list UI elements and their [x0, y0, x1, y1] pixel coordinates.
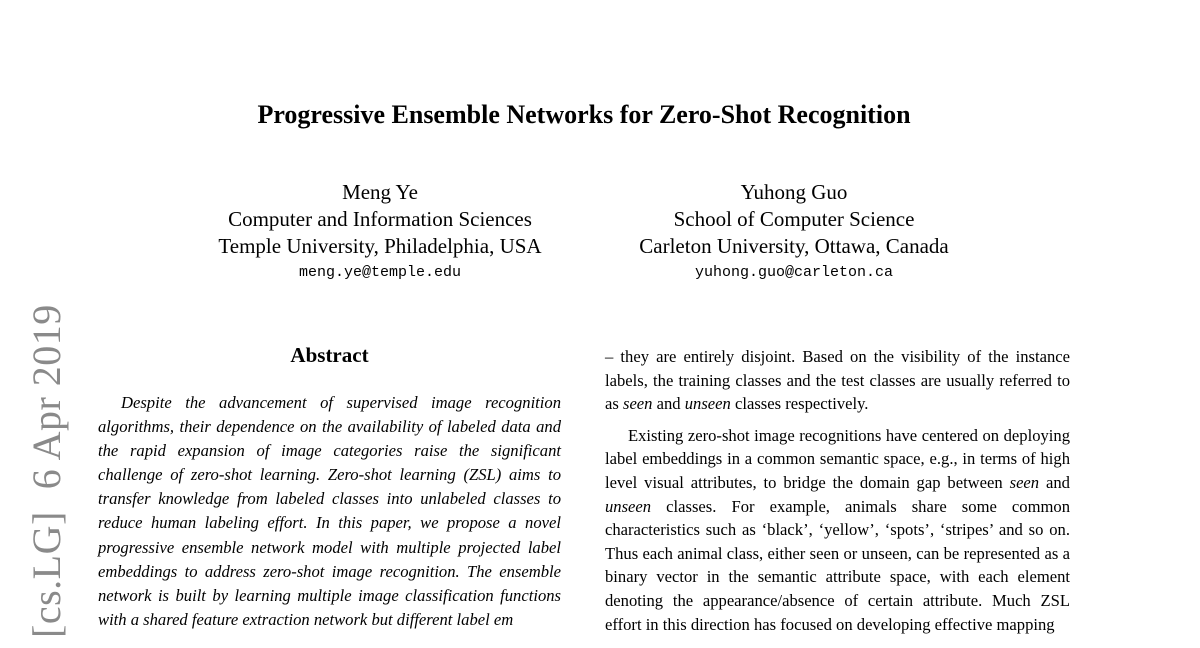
- intro-column: [605, 345, 1070, 636]
- intro-paragraph-2: [605, 424, 1070, 636]
- author-email: yuhong.guo@carleton.ca: [694, 264, 894, 281]
- abstract-text: Despite the advancement of supervised image recognition algorithms, their dependence on the availability of labeled data and the rapid expansion of image categories raise the significant challenge of zero-shot learning. Zero-shot learning (ZSL) aims to transfer knowledge from labeled classes into unlabeled classes to reduce human labeling effort. In this paper, we propose a novel progressive ensemble network model with multiple projected label embeddings to address zero-shot image recognition. The ensemble network is built by learning multiple image classification functions with a shared feature extraction network but different label em: [98, 393, 561, 629]
- author-name: Meng Ye: [342, 180, 418, 204]
- author-email: meng.ye@temple.edu: [298, 264, 462, 281]
- emphasis-unseen: unseen: [605, 496, 652, 516]
- author-block-1: [190, 179, 570, 284]
- arxiv-date: 6 Apr 2019: [24, 304, 69, 490]
- author-department: Computer and Information Sciences: [228, 207, 532, 231]
- arxiv-identifier-stamp: [24, 304, 69, 638]
- text-run: and: [1039, 472, 1070, 492]
- author-department: School of Computer Science: [673, 207, 915, 231]
- intro-paragraph-1: [605, 345, 1070, 416]
- author-block-2: [604, 179, 984, 284]
- author-institution: Carleton University, Ottawa, Canada: [639, 234, 949, 258]
- text-run: Existing zero-shot image recognitions have centered on deploying label embeddings in a common semantic space, e.g., in terms of high level visual attributes, to bridge the domain gap between: [605, 425, 1070, 492]
- emphasis-unseen: unseen: [684, 394, 731, 414]
- emphasis-seen: seen: [1009, 472, 1040, 492]
- text-run: – they are entirely disjoint. Based on the visibility of the instance labels, the training classes and the test classes are usually referred to as: [605, 347, 1070, 414]
- author-name: Yuhong Guo: [740, 180, 848, 204]
- abstract-heading: Abstract: [290, 343, 369, 367]
- author-institution: Temple University, Philadelphia, USA: [218, 234, 542, 258]
- text-run: classes. For example, animals share some common characteristics such as ‘black’, ‘yellow’, ‘spots’, ‘stripes’ and so on. Thus each animal class, either seen or unseen, can be represented as a binary vector in the semantic attribute space, with each element denoting the appearance/absence of certain attribute. Much ZSL effort in this direction has focused on developing effective mapping: [605, 496, 1070, 634]
- paper-title: Progressive Ensemble Networks for Zero-Shot Recognition: [257, 100, 911, 129]
- emphasis-seen: seen: [622, 394, 653, 414]
- text-run: classes respectively.: [730, 394, 869, 414]
- arxiv-category: [cs.LG]: [24, 511, 69, 638]
- text-run: and: [652, 394, 685, 414]
